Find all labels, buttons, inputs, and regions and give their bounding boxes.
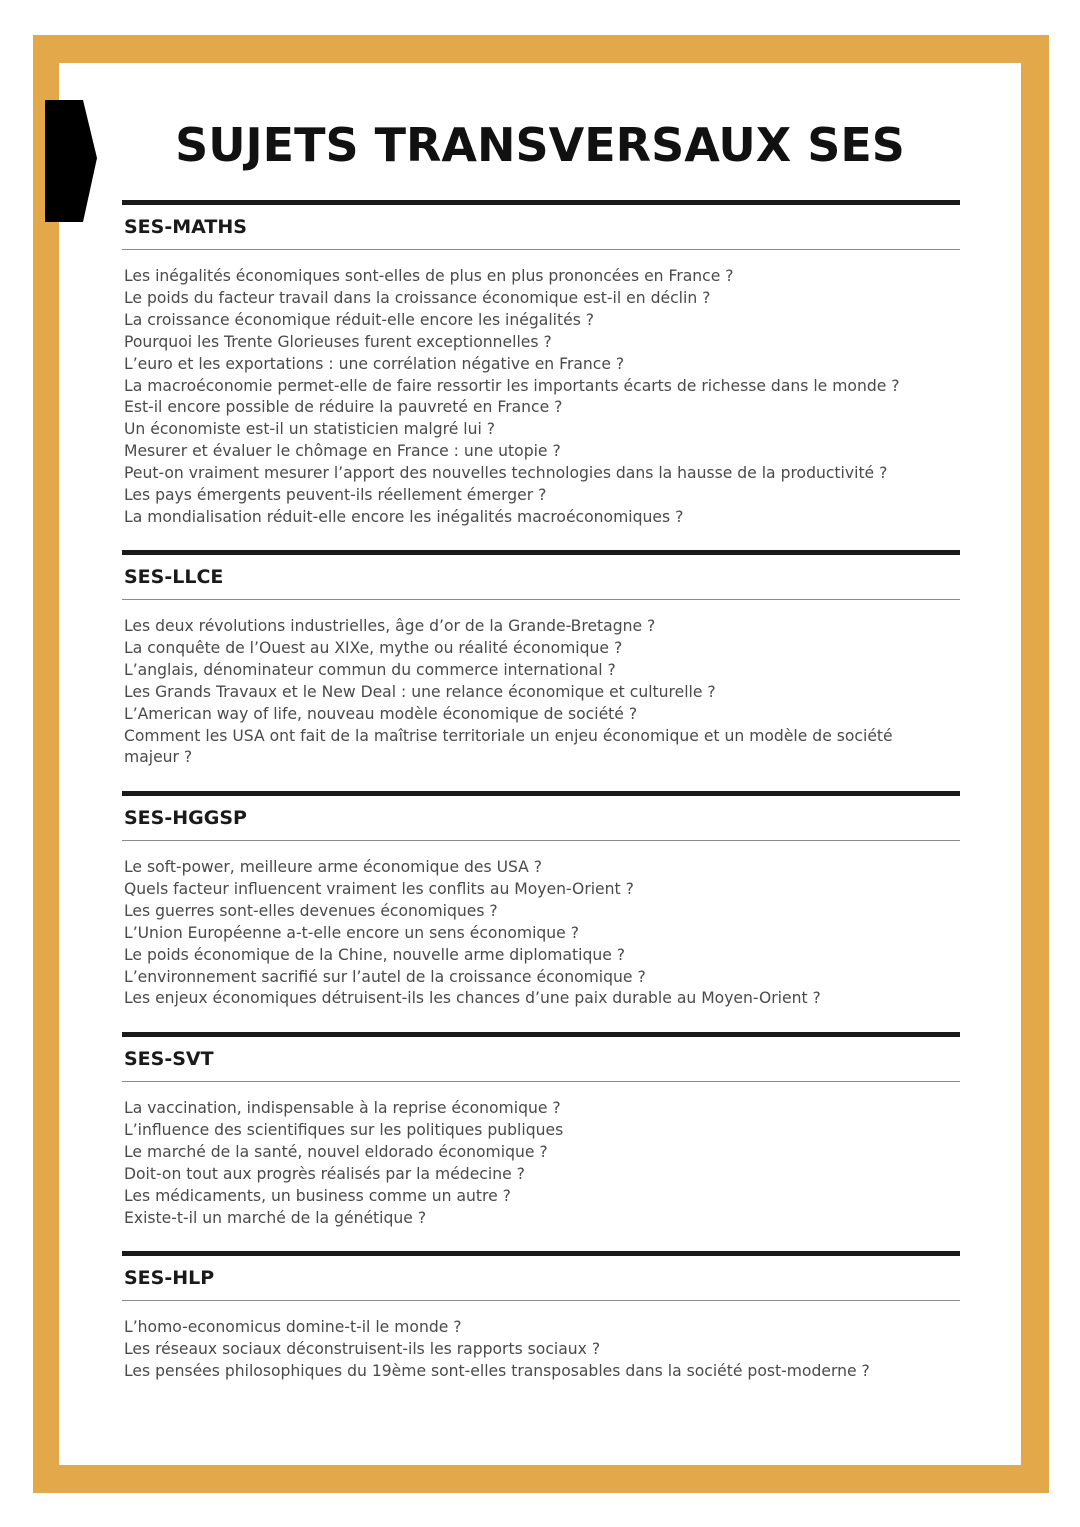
section-divider (122, 249, 960, 250)
page-title: SUJETS TRANSVERSAUX SES (175, 118, 905, 172)
section-heading: SES-HGGSP (124, 807, 247, 829)
list-item: Les pensées philosophiques du 19ème sont-elles transposables dans la société post-moderne ? (124, 1361, 870, 1380)
topic-list (122, 1317, 960, 1383)
topic-list (122, 857, 960, 1010)
list-item: Le marché de la santé, nouvel eldorado économique ? (124, 1142, 548, 1161)
list-item: Les guerres sont-elles devenues économiques ? (124, 901, 498, 920)
list-item: Le soft-power, meilleure arme économique des USA ? (124, 858, 543, 876)
list-item: La croissance économique réduit-elle encore les inégalités ? (124, 310, 595, 329)
section-divider (122, 840, 960, 841)
list-item: L’homo-economicus domine-t-il le monde ? (124, 1318, 462, 1336)
section-ses-llce (122, 550, 960, 769)
list-item: Doit-on tout aux progrès réalisés par la médecine ? (124, 1164, 525, 1183)
section-heading: SES-LLCE (124, 566, 224, 588)
list-item: L’environnement sacrifié sur l’autel de la croissance économique ? (124, 967, 646, 986)
list-item: Les réseaux sociaux déconstruisent-ils les rapports sociaux ? (124, 1339, 601, 1358)
list-item: Pourquoi les Trente Glorieuses furent exceptionnelles ? (124, 332, 552, 351)
section-divider (122, 1081, 960, 1082)
list-item: Les enjeux économiques détruisent-ils les chances d’une paix durable au Moyen-Orient ? (124, 989, 821, 1008)
list-item: L’American way of life, nouveau modèle économique de société ? (124, 704, 638, 723)
section-divider (122, 1300, 960, 1301)
list-item: L’euro et les exportations : une corrélation négative en France ? (124, 354, 625, 373)
list-item: Le poids du facteur travail dans la croissance économique est-il en déclin ? (124, 288, 711, 307)
topic-list (122, 266, 960, 529)
section-heading: SES-MATHS (124, 216, 247, 238)
list-item: Est-il encore possible de réduire la pauvreté en France ? (124, 398, 563, 417)
list-item: L’anglais, dénominateur commun du commerce international ? (124, 660, 616, 679)
list-item: Le poids économique de la Chine, nouvelle arme diplomatique ? (124, 945, 626, 964)
topic-list (122, 616, 960, 769)
list-item: Existe-t-il un marché de la génétique ? (124, 1208, 427, 1227)
section-divider (122, 599, 960, 600)
list-item: La vaccination, indispensable à la reprise économique ? (124, 1099, 561, 1117)
list-item: La mondialisation réduit-elle encore les inégalités macroéconomiques ? (124, 507, 684, 526)
section-ses-hlp (122, 1251, 960, 1383)
list-item: Comment les USA ont fait de la maîtrise territoriale un enjeu économique et un modèle de société majeur ? (124, 726, 893, 767)
list-item: La macroéconomie permet-elle de faire ressortir les importants écarts de richesse dans le monde ? (124, 376, 900, 395)
list-item: Les deux révolutions industrielles, âge d’or de la Grande-Bretagne ? (124, 617, 656, 635)
list-item: Les pays émergents peuvent-ils réellement émerger ? (124, 486, 547, 505)
list-item: Mesurer et évaluer le chômage en France : une utopie ? (124, 442, 561, 461)
section-ses-hggsp (122, 791, 960, 1010)
list-item: L’Union Européenne a-t-elle encore un sens économique ? (124, 923, 580, 942)
section-ses-svt (122, 1032, 960, 1229)
list-item: Un économiste est-il un statisticien malgré lui ? (124, 420, 496, 439)
list-item: Quels facteur influencent vraiment les conflits au Moyen-Orient ? (124, 879, 634, 898)
list-item: La conquête de l’Ouest au XIXe, mythe ou réalité économique ? (124, 638, 623, 657)
list-item: Les Grands Travaux et le New Deal : une relance économique et culturelle ? (124, 682, 716, 701)
section-ses-maths (122, 200, 960, 529)
list-item: Peut-on vraiment mesurer l’apport des nouvelles technologies dans la hausse de la productivité ? (124, 464, 888, 483)
section-heading: SES-SVT (124, 1048, 214, 1070)
list-item: Les médicaments, un business comme un autre ? (124, 1186, 511, 1205)
topic-list (122, 1098, 960, 1229)
section-heading: SES-HLP (124, 1267, 215, 1289)
list-item: Les inégalités économiques sont-elles de plus en plus prononcées en France ? (124, 267, 734, 285)
list-item: L’influence des scientifiques sur les politiques publiques (124, 1120, 564, 1139)
